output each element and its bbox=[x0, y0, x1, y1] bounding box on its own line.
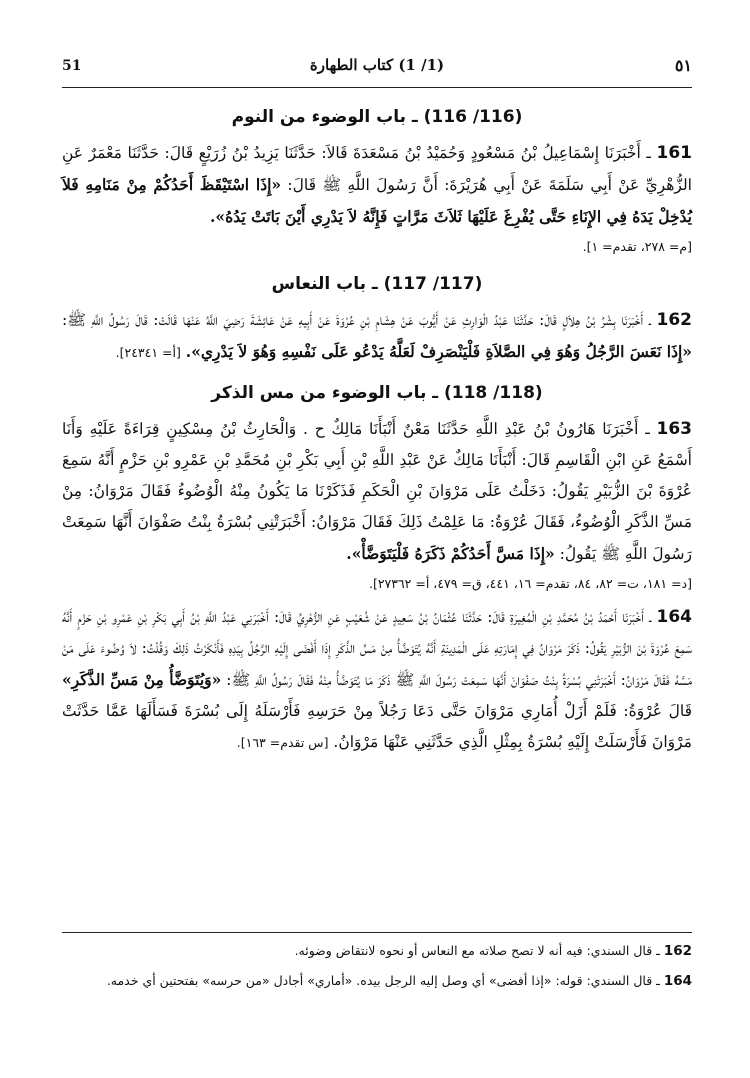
page-header bbox=[62, 52, 692, 82]
hadith-reference: [د= ١٨١، ت= ٨٢، ٨٤، تقدم= ١٦، ٤٤١، ق= ٤٧٩، أ= ٢٧٣٦٢]. bbox=[368, 576, 692, 591]
footnote-text: ـ قال السندي: قوله: «إذا أفضى» أي وصل إليه الرجل بيده. «أماري» أجادل «من حرسه» بفتحتين أي خدمه. bbox=[106, 973, 664, 988]
hadith-number: 162 bbox=[656, 310, 692, 330]
hadith-matn: «إِذَا نَعَسَ الرَّجُلُ وَهُوَ فِي الصَّلاَةِ فَلْيَنْصَرِفْ لَعَلَّهُ يَدْعُو عَلَى نَفْسِهِ وَهُوَ لاَ يَدْرِي». bbox=[185, 342, 692, 361]
footnote-rule bbox=[62, 932, 692, 933]
hadith-matn: «وَيُتَوَضَّأُ مِنْ مَسِّ الذَّكَرِ» bbox=[62, 670, 222, 689]
hadith-matn: «إِذَا مَسَّ أَحَدُكُمْ ذَكَرَهُ فَلْيَتَوَضَّأْ». bbox=[346, 544, 555, 563]
hadith-isnad: ـ أَخْبَرَنَا أَحْمَدُ بْنُ مُحَمَّدِ بْنِ الْمُغِيرَةِ قَالَ: حَدَّثَنَا عُثْمَانُ بْنُ سَعِيدٍ عَنْ شُعَيْبٍ عَنِ الزُّهْرِيِّ قَالَ: أَخْبَرَنِي عَبْدُ اللَّهِ بْنُ أَبِي بَكْرِ بْنِ عَمْرِو بْنِ حَزْمٍ أَنَّهُ سَمِعَ عُرْوَةَ بْنَ الزُّبَيْرِ يَقُولُ: ذَكَرَ مَرْوَانُ فِي إِمَارَتِهِ عَلَى الْمَدِينَةِ أَنَّهُ يُتَوَضَّأُ مِنْ مَسِّ الذَّكَرِ إِذَا أَفْضَى إِلَيْهِ الرَّجُلُ بِيَدِهِ فَأَنْكَرْتُ ذَلِكَ وَقُلْتُ: لاَ وُضُوءَ عَلَى مَنْ مَسَّهُ فَقَالَ مَرْوَانُ: أَخْبَرَتْنِي بُسْرَةُ بِنْتُ صَفْوَانَ أَنَّهَا سَمِعَتْ رَسُولَ اللَّهِ ﷺ ذَكَرَ مَا يُتَوَضَّأُ مِنْهُ فَقَالَ رَسُولُ اللَّهِ ﷺ: bbox=[62, 608, 692, 689]
hadith-number: 164 bbox=[656, 607, 692, 627]
chapter-heading: (118/ 118) ـ باب الوضوء من مس الذكر bbox=[211, 383, 543, 403]
chapter-heading: (116/ 116) ـ باب الوضوء من النوم bbox=[231, 107, 523, 127]
footnote-text: ـ قال السندي: فيه أنه لا تصح صلاته مع النعاس أو نحوه لانتقاض وضوئه. bbox=[294, 943, 664, 958]
hadith-isnad: ـ أَخْبَرَنَا إِسْمَاعِيلُ بْنُ مَسْعُودٍ وَحُمَيْدُ بْنُ مَسْعَدَةَ قَالاَ: حَدَّثَنَا يَزِيدُ بْنُ زُرَيْعٍ قَالَ: حَدَّثَنَا مَعْمَرٌ عَنِ الزُّهْرِيِّ عَنْ أَبِي سَلَمَةَ عَنْ أَبِي هُرَيْرَةَ: أَنَّ رَسُولَ اللَّهِ ﷺ قَالَ: bbox=[62, 144, 692, 194]
hadith-number: 163 bbox=[656, 419, 692, 439]
chapter-heading: (117/ 117) ـ باب النعاس bbox=[271, 274, 483, 294]
hadith-164 bbox=[62, 602, 692, 758]
page-number-arabic: ٥١ bbox=[674, 56, 692, 75]
running-title: (1/ 1) كتاب الطهارة bbox=[309, 56, 445, 74]
hadith-isnad: ـ أَخْبَرَنَا بِشْرُ بْنُ هِلاَلٍ قَالَ: حَدَّثَنَا عَبْدُ الْوَارِثِ عَنْ أَيُّوبَ عَنْ هِشَامِ بْنِ عُرْوَةَ عَنْ أَبِيهِ عَنْ عَائِشَةَ رَضِيَ اللَّهُ عَنْهَا قَالَتْ: قَالَ رَسُولُ اللَّهِ ﷺ: bbox=[62, 311, 657, 329]
footnote-164 bbox=[62, 970, 692, 992]
hadith-number: 161 bbox=[656, 143, 692, 163]
header-rule bbox=[62, 87, 692, 88]
footnote-162 bbox=[62, 940, 692, 962]
hadith-163 bbox=[62, 414, 692, 570]
hadith-reference: [س تقدم= ١٦٣]. bbox=[236, 735, 329, 750]
main-text bbox=[62, 92, 692, 758]
hadith-matn: «إِذَا اسْتَيْقَظَ أَحَدُكُمْ مِنْ مَنَامِهِ فَلاَ يُدْخِلْ يَدَهُ فِي الإِنَاءِ حَتَّى يُفْرِغَ عَلَيْهَا ثَلاَثَ مَرَّاتٍ فَإِنَّهُ لاَ يَدْرِي أَيْنَ بَاتَتْ يَدُهُ». bbox=[62, 175, 692, 226]
footnote-number: 164 bbox=[663, 973, 692, 989]
footnotes bbox=[62, 940, 692, 1000]
hadith-161 bbox=[62, 138, 692, 233]
hadith-isnad: ـ أَخْبَرَنَا هَارُونُ بْنُ عَبْدِ اللَّهِ حَدَّثَنَا مَعْنٌ أَنْبَأَنَا مَالِكٌ ح . وَالْحَارِثُ بْنُ مِسْكِينٍ قِرَاءَةً عَلَيْهِ وَأَنَا أَسْمَعُ عَنِ ابْنِ الْقَاسِمِ قَالَ: أَنْبَأَنَا مَالِكٌ عَنْ عَبْدِ اللَّهِ بْنِ أَبِي بَكْرِ بْنِ مُحَمَّدِ بْنِ عَمْرِو بْنِ حَزْمٍ أَنَّهُ سَمِعَ عُرْوَةَ بْنَ الزُّبَيْرِ يَقُولُ: دَخَلْتُ عَلَى مَرْوَانَ بْنِ الْحَكَمِ فَذَكَرْنَا مَا يَكُونُ مِنْهُ الْوُضُوءُ فَقَالَ مَرْوَانُ: مِنْ مَسِّ الذَّكَرِ الْوُضُوءُ، فَقَالَ عُرْوَةُ: مَا عَلِمْتُ ذَلِكَ فَقَالَ مَرْوَانُ: أَخْبَرَتْنِي بُسْرَةُ بِنْتُ صَفْوَانَ أَنَّهَا سَمِعَتْ رَسُولَ اللَّهِ ﷺ يَقُولُ: bbox=[62, 420, 692, 563]
page-number-latin: 51 bbox=[62, 58, 82, 74]
footnote-number: 162 bbox=[663, 943, 692, 959]
hadith-continuation: قَالَ عُرْوَةُ: فَلَمْ أَزَلْ أُمَارِي مَرْوَانَ حَتَّى دَعَا رَجُلاً مِنْ حَرَسِهِ فَأَرْسَلَهُ إِلَى بُسْرَةَ فَسَأَلَهَا عَمَّا حَدَّثَتْ مَرْوَانَ فَأَرْسَلَتْ إِلَيْهِ بُسْرَةُ بِمِثْلِ الَّذِي حَدَّثَنِي عَنْهَا مَرْوَانُ. bbox=[62, 702, 692, 751]
hadith-reference: [أ= ٢٤٣٤١]. bbox=[115, 345, 181, 360]
hadith-162 bbox=[62, 305, 692, 368]
hadith-reference: [م= ٢٧٨، تقدم= ١]. bbox=[582, 239, 692, 254]
